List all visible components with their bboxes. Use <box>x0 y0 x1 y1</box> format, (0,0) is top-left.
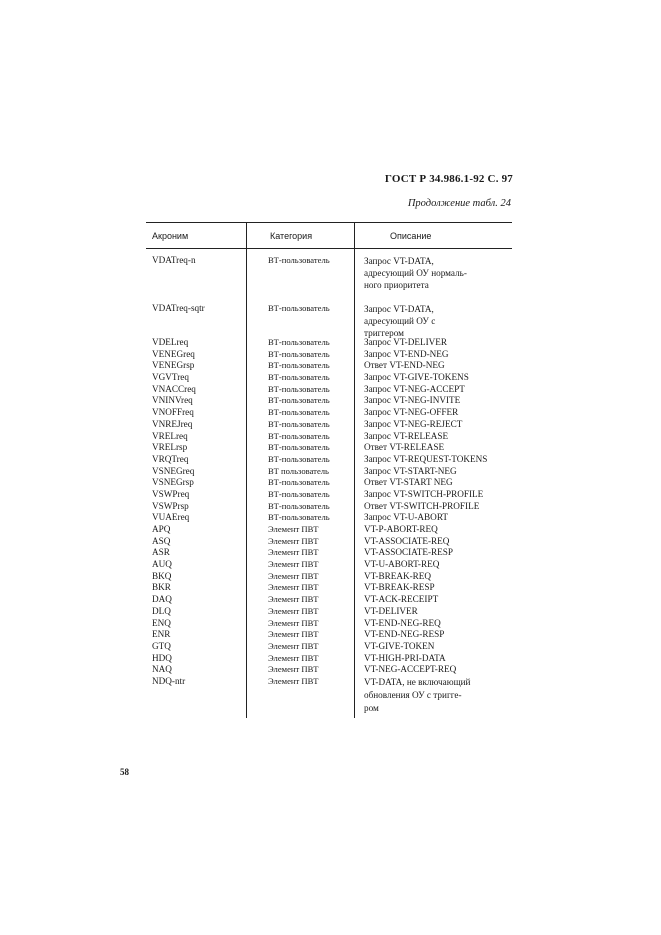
acronym-cell: APQ <box>152 524 171 534</box>
description-cell: Ответ VT-RELEASE <box>364 442 445 453</box>
description-cell: VT-END-NEG-RESP <box>364 629 445 640</box>
table-row <box>146 372 512 384</box>
table-row <box>146 466 512 478</box>
table-row <box>146 407 512 419</box>
category-cell: Элемент ПВТ <box>268 617 319 628</box>
table-row <box>146 419 512 431</box>
description-cell: VT-NEG-ACCEPT-REQ <box>364 664 457 675</box>
acronym-cell: VUAEreq <box>152 512 190 523</box>
category-cell: ВТ-пользователь <box>268 477 330 488</box>
table-header-rule <box>146 248 512 249</box>
acronym-cell: VNREJreq <box>152 418 193 429</box>
acronym-cell: VDATreq-sqtr <box>152 303 205 313</box>
description-cell: Запрос VT-RELEASE <box>364 430 449 441</box>
acronym-cell: DLQ <box>152 605 171 616</box>
table-body <box>146 255 512 713</box>
description-cell: Запрос VT-DATA, адресующий ОУ нормаль- ного приоритета <box>364 256 467 290</box>
acronym-cell: NAQ <box>152 664 172 675</box>
category-cell: ВТ пользователь <box>268 465 329 476</box>
description-cell: VT-P-ABORT-REQ <box>364 524 438 534</box>
category-cell: ВТ-пользователь <box>268 348 330 359</box>
category-cell: Элемент ПВТ <box>268 535 319 546</box>
category-cell: Элемент ПВТ <box>268 570 319 581</box>
category-cell: Элемент ПВТ <box>268 640 319 651</box>
category-cell: ВТ-пользователь <box>268 303 330 313</box>
description-cell: VT-BREAK-RESP <box>364 582 435 593</box>
description-cell: Запрос VT-DELIVER <box>364 337 448 347</box>
acronym-cell: VENEGrsp <box>152 360 195 371</box>
acronym-cell: VDATreq-n <box>152 255 196 265</box>
table-row <box>146 442 512 454</box>
category-cell: ВТ-пользователь <box>268 372 330 383</box>
category-cell: ВТ-пользователь <box>268 383 330 394</box>
table-row <box>146 360 512 372</box>
description-cell: VT-DELIVER <box>364 605 418 616</box>
table-row <box>146 675 512 713</box>
category-cell: ВТ-пользователь <box>268 395 330 406</box>
acronym-cell: VSWPreq <box>152 488 190 499</box>
category-cell: ВТ-пользователь <box>268 488 330 499</box>
description-cell: Запрос VT-GIVE-TOKENS <box>364 372 469 383</box>
acronym-cell: ASQ <box>152 535 171 546</box>
table-row <box>146 454 512 466</box>
category-cell: Элемент ПВТ <box>268 547 319 558</box>
description-cell: Запрос VT-U-ABORT <box>364 512 449 523</box>
table-row <box>146 524 512 536</box>
table-row <box>146 489 512 501</box>
column-header-acronym: Акроним <box>152 231 189 241</box>
table-row <box>146 582 512 594</box>
table-row <box>146 629 512 641</box>
category-cell: ВТ-пользователь <box>268 418 330 429</box>
description-cell: Запрос VT-DATA, адресующий ОУ с триггером <box>364 304 436 338</box>
acronym-cell: VNOFFreq <box>152 407 194 418</box>
description-cell: VT-U-ABORT-REQ <box>364 559 440 570</box>
category-cell: Элемент ПВТ <box>268 605 319 616</box>
table-row <box>146 653 512 665</box>
description-cell: VT-GIVE-TOKEN <box>364 640 435 651</box>
acronym-cell: GTQ <box>152 640 171 651</box>
category-cell: Элемент ПВТ <box>268 559 319 570</box>
table-row <box>146 594 512 606</box>
category-cell: ВТ-пользователь <box>268 407 330 418</box>
table-row <box>146 571 512 583</box>
description-cell: Ответ VT-START NEG <box>364 477 453 488</box>
category-cell: ВТ-пользователь <box>268 512 330 523</box>
description-cell: VT-HIGH-PRI-DATA <box>364 652 446 663</box>
acronym-cell: ASR <box>152 547 170 558</box>
description-cell: VT-ASSOCIATE-RESP <box>364 547 453 558</box>
table-row <box>146 501 512 513</box>
category-cell: ВТ-пользователь <box>268 337 330 347</box>
acronym-cell: VSWPrsp <box>152 500 189 511</box>
acronym-cell: VNINVreq <box>152 395 193 406</box>
acronym-cell: VRQTreq <box>152 453 189 464</box>
acronym-cell: ENR <box>152 629 171 640</box>
table-row <box>146 641 512 653</box>
acronym-cell: VDELreq <box>152 337 189 347</box>
column-header-category: Категория <box>270 231 313 241</box>
description-cell: Запрос VT-NEG-OFFER <box>364 407 459 418</box>
column-header-description: Описание <box>390 231 432 241</box>
category-cell: Элемент ПВТ <box>268 582 319 593</box>
category-cell: ВТ-пользователь <box>268 453 330 464</box>
page-number: 58 <box>120 767 129 777</box>
category-cell: Элемент ПВТ <box>268 524 319 534</box>
category-cell: ВТ-пользователь <box>268 500 330 511</box>
category-cell: ВТ-пользователь <box>268 255 330 265</box>
description-cell: VT-BREAK-REQ <box>364 570 432 581</box>
table-row <box>146 431 512 443</box>
acronym-cell: VSNEGreq <box>152 465 195 476</box>
table-row <box>146 512 512 524</box>
category-cell: Элемент ПВТ <box>268 675 319 686</box>
table-row <box>146 395 512 407</box>
acronym-cell: VRELreq <box>152 430 188 441</box>
table-row <box>146 618 512 630</box>
acronym-cell: VENEGreq <box>152 348 195 359</box>
category-cell: ВТ-пользователь <box>268 360 330 371</box>
description-cell: VT-ASSOCIATE-REQ <box>364 535 450 546</box>
acronym-cell: VGVTreq <box>152 372 189 383</box>
description-cell: VT-END-NEG-REQ <box>364 617 441 628</box>
table-row <box>146 349 512 361</box>
description-cell: Запрос VT-END-NEG <box>364 348 449 359</box>
acronym-cell: BKR <box>152 582 171 593</box>
table-continuation-label: Продолжение табл. 24 <box>407 198 511 209</box>
acronym-cell: ENQ <box>152 617 171 628</box>
page-header: ГОСТ Р 34.986.1-92 С. 97 <box>384 173 513 185</box>
table-row <box>146 477 512 489</box>
table-row <box>146 337 512 349</box>
description-cell: Ответ VT-END-NEG <box>364 360 445 371</box>
description-cell: Запрос VT-NEG-ACCEPT <box>364 383 465 394</box>
table-row <box>146 536 512 548</box>
acronym-cell: NDQ-ntr <box>152 675 186 686</box>
table-row <box>146 547 512 559</box>
table-row <box>146 255 512 303</box>
description-cell: VT-DATA, не включающий обновления ОУ с тригге- ром <box>364 676 471 713</box>
description-cell: Запрос VT-REQUEST-TOKENS <box>364 453 488 464</box>
acronym-cell: VSNEGrsp <box>152 477 194 488</box>
description-cell: VT-ACK-RECEIPT <box>364 594 439 605</box>
table-row <box>146 303 512 337</box>
description-cell: Запрос VT-NEG-INVITE <box>364 395 461 406</box>
table-row <box>146 384 512 396</box>
category-cell: Элемент ПВТ <box>268 629 319 640</box>
acronym-cell: DAQ <box>152 594 172 605</box>
table-row <box>146 559 512 571</box>
category-cell: ВТ-пользователь <box>268 430 330 441</box>
description-cell: Запрос VT-SWITCH-PROFILE <box>364 488 484 499</box>
acronym-cell: VNACCreq <box>152 383 196 394</box>
description-cell: Запрос VT-START-NEG <box>364 465 457 476</box>
acronym-cell: HDQ <box>152 652 172 663</box>
table-row <box>146 664 512 676</box>
table-top-rule <box>146 222 512 223</box>
acronym-cell: AUQ <box>152 559 172 570</box>
acronym-cell: BKQ <box>152 570 172 581</box>
table-row <box>146 606 512 618</box>
category-cell: Элемент ПВТ <box>268 664 319 675</box>
category-cell: ВТ-пользователь <box>268 442 330 453</box>
category-cell: Элемент ПВТ <box>268 652 319 663</box>
description-cell: Запрос VT-NEG-REJECT <box>364 418 463 429</box>
category-cell: Элемент ПВТ <box>268 594 319 605</box>
acronym-cell: VRELrsp <box>152 442 188 453</box>
description-cell: Ответ VT-SWITCH-PROFILE <box>364 500 480 511</box>
